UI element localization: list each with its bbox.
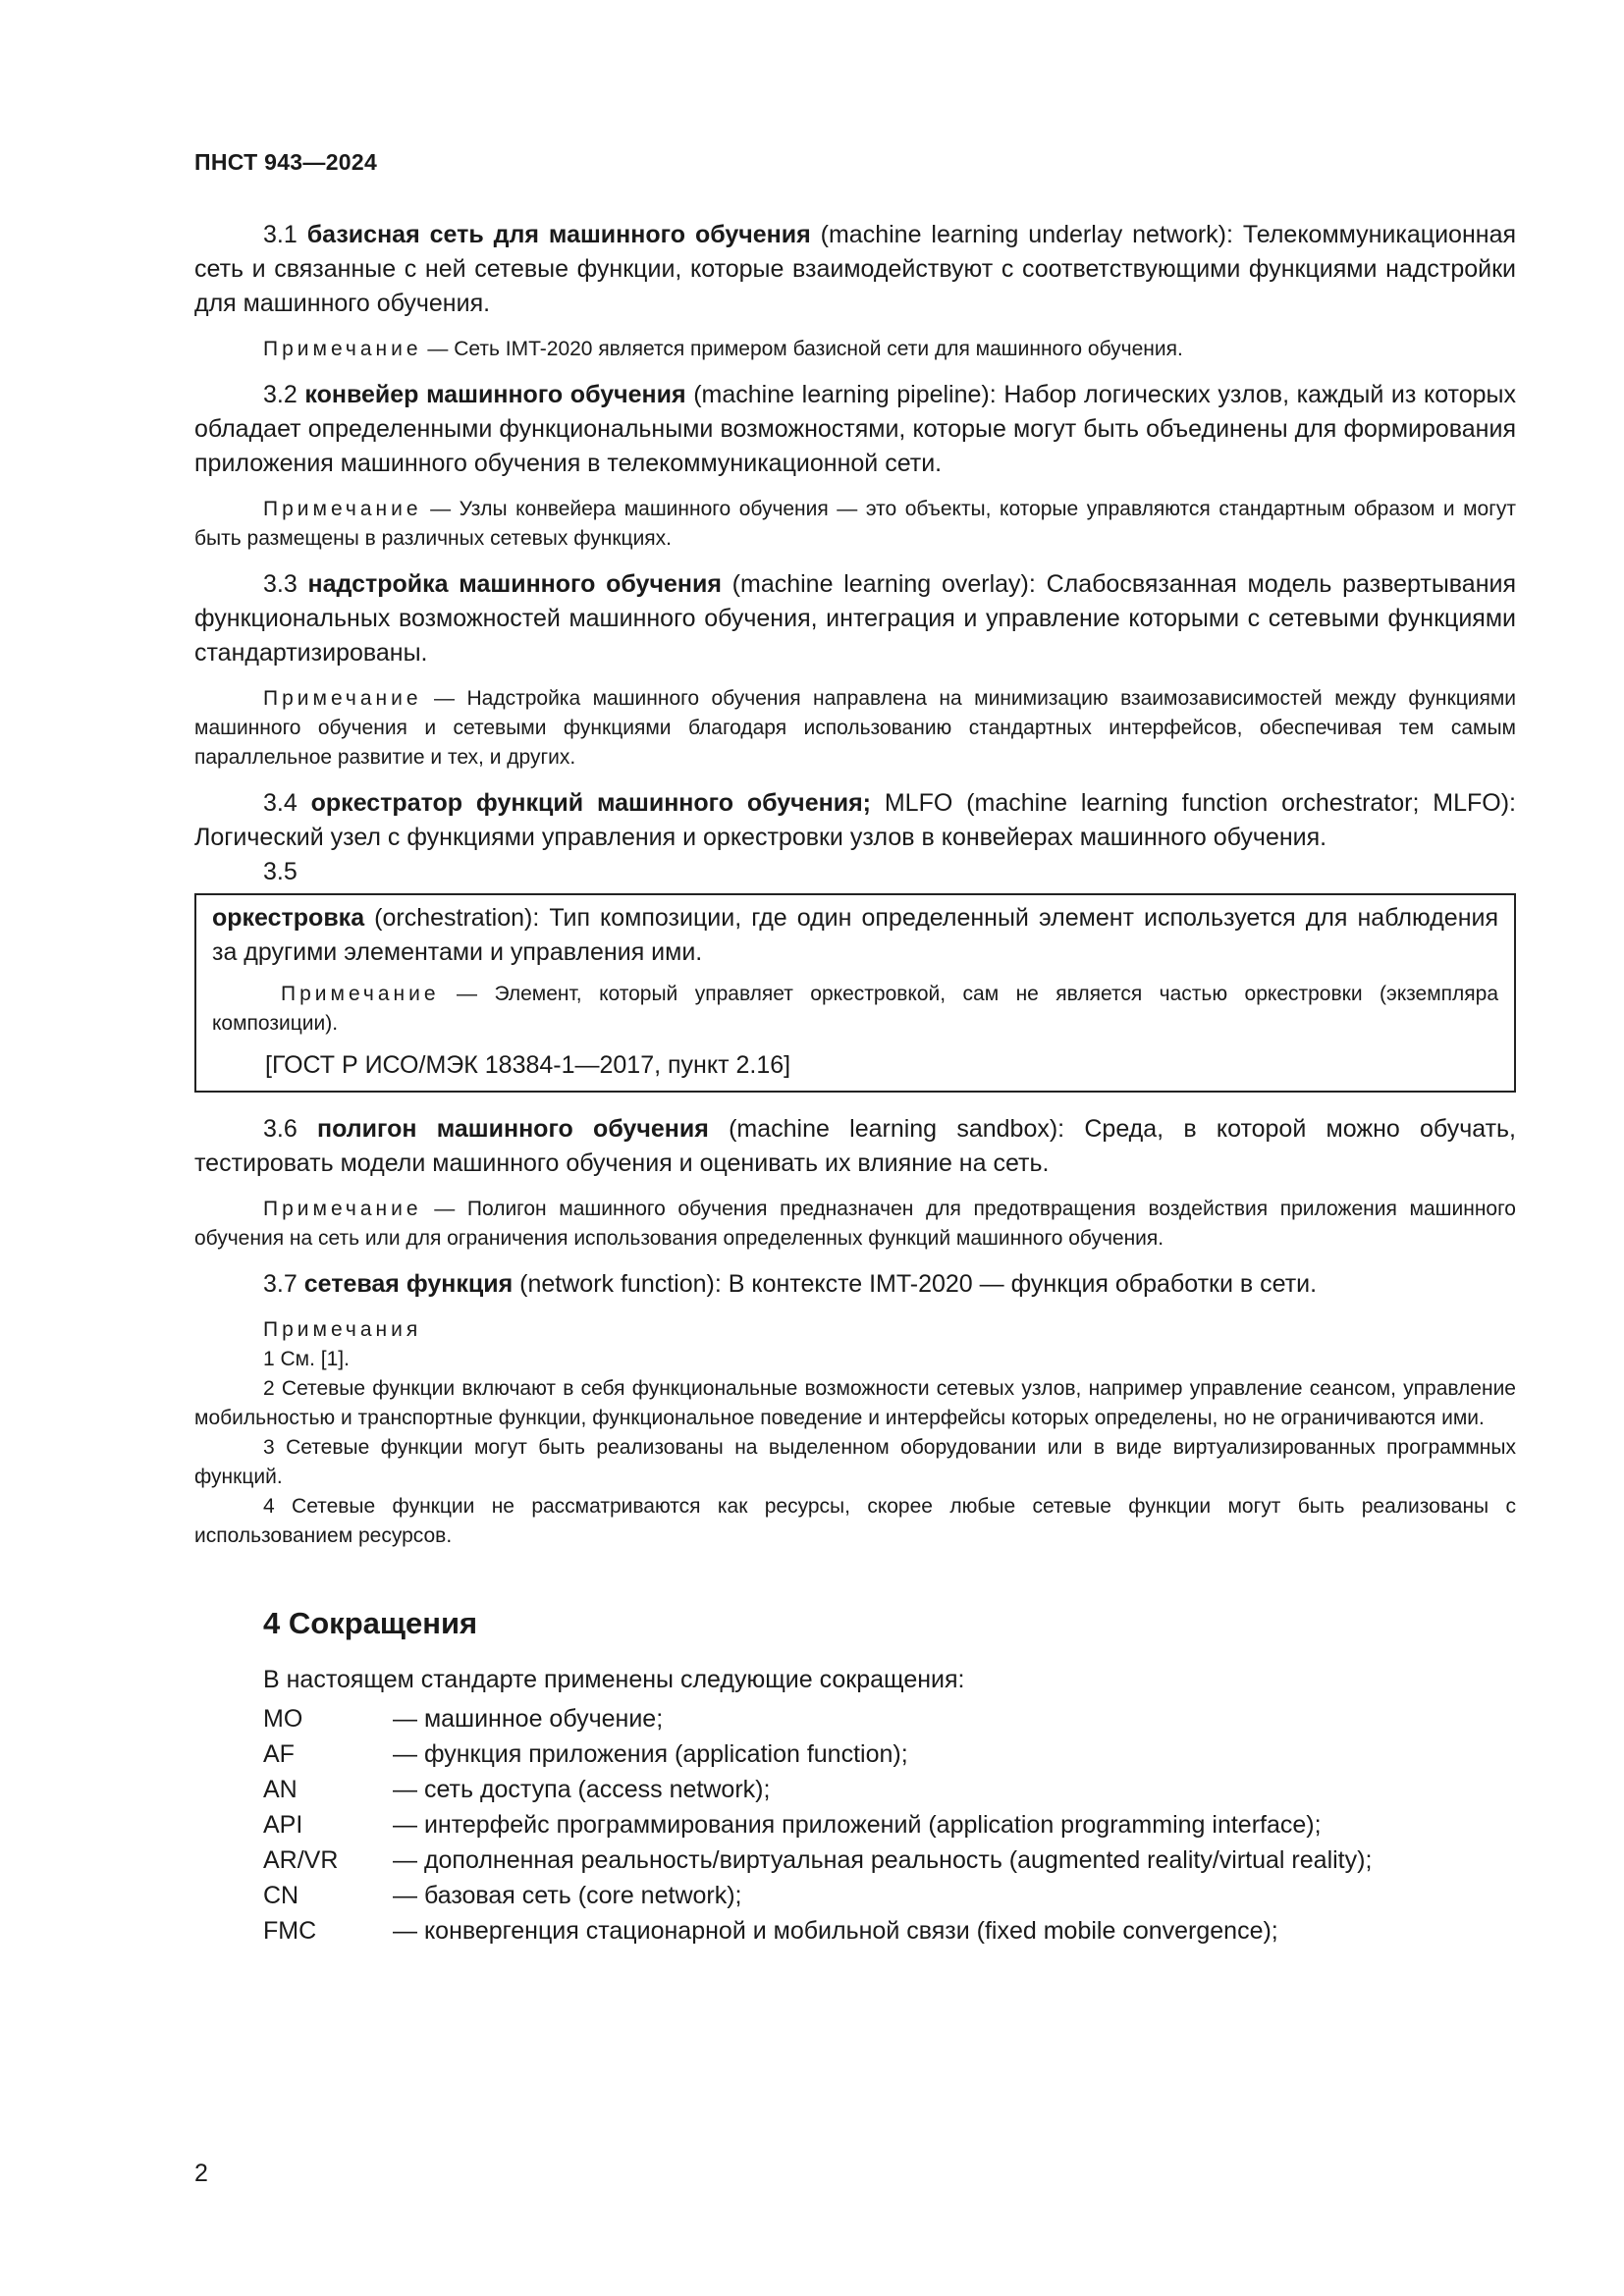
term-number: 3.2: [263, 381, 298, 408]
note-3-2: [194, 495, 1516, 554]
term-3-6: [194, 1112, 1516, 1181]
abbreviation-row: [194, 1878, 1516, 1913]
abbreviation-list: [194, 1701, 1516, 1949]
note-item: 2 Сетевые функции включают в себя функциональные возможности сетевых узлов, например управление сеансом, управление мобильностью и транспортные функции, функциональное поведение и интерфейсы которых определены, но не ограничиваются ими.: [194, 1377, 1516, 1429]
term-definition: MLFO (machine learning function orchestrator; MLFO): Логический узел с функциями управления и оркестровки узлов в конвейерах машинного обучения.: [194, 789, 1516, 851]
document-header: ПНСТ 943—2024: [194, 149, 378, 175]
note-label: Примечание: [263, 338, 422, 360]
abbreviation-row: [194, 1701, 1516, 1736]
term-source-reference: [ГОСТ Р ИСО/МЭК 18384-1—2017, пункт 2.16]: [265, 1051, 791, 1079]
note-text: — Сеть IMT-2020 является примером базисной сети для машинного обучения.: [421, 338, 1183, 360]
note-text: — Надстройка машинного обучения направлена на минимизацию взаимозависимостей между функциями машинного обучения и сетевыми функциями благодаря использованию стандартных интерфейсов, обеспечивая тем самым параллельное развитие и тех, и других.: [194, 687, 1516, 769]
abbreviation-code: AF: [263, 1740, 295, 1768]
note-text: — Узлы конвейера машинного обучения — это объекты, которые управляются стандартным образом и могут быть размещены в различных сетевых функциях.: [194, 498, 1516, 550]
term-3-5-number: 3.5: [263, 858, 298, 885]
term-name: оркестровка: [212, 904, 365, 932]
abbreviation-code: CN: [263, 1882, 299, 1909]
term-number: 3.7: [263, 1270, 298, 1298]
term-definition: (machine learning underlay network): Телекоммуникационная сеть и связанные с ней сетевые функции, которые взаимодействуют с соответствующими функциями надстройки для машинного обучения.: [194, 221, 1517, 317]
term-3-1: [194, 218, 1516, 321]
page-number: 2: [194, 2160, 208, 2187]
term-3-2: [194, 378, 1516, 481]
note-text: — Полигон машинного обучения предназначен для предотвращения воздействия приложения машинного обучения на сеть или для ограничения использования определенных функций машинного обучения.: [194, 1198, 1516, 1250]
abbreviation-row: [194, 1807, 1516, 1842]
notes-title: Примечания: [263, 1318, 422, 1341]
term-name: полигон машинного обучения: [317, 1115, 709, 1143]
term-3-5: [212, 901, 1498, 970]
note-item: 3 Сетевые функции могут быть реализованы на выделенном оборудовании или в виде виртуализированных программных функций.: [194, 1436, 1516, 1488]
abbreviation-definition: — машинное обучение;: [393, 1705, 664, 1733]
term-name: оркестратор функций машинного обучения;: [310, 789, 871, 817]
term-name: сетевая функция: [303, 1270, 514, 1298]
abbreviation-definition: — интерфейс программирования приложений (application programming interface);: [393, 1811, 1322, 1839]
term-definition: (network function): В контексте IMT-2020 — функция обработки в сети.: [513, 1270, 1318, 1298]
term-name: базисная сеть для машинного обучения: [306, 221, 811, 248]
term-definition: (orchestration): Тип композиции, где один определенный элемент используется для наблюдения за другими элементами и управления ими.: [212, 904, 1498, 966]
note-3-5: [212, 980, 1498, 1039]
term-3-7: [194, 1267, 1516, 1302]
note-item: 4 Сетевые функции не рассматриваются как ресурсы, скорее любые сетевые функции могут быть реализованы с использованием ресурсов.: [194, 1495, 1516, 1547]
note-label: Примечание: [263, 687, 422, 710]
term-number: 3.6: [263, 1115, 298, 1143]
note-label: Примечание: [281, 983, 440, 1005]
term-3-3: [194, 567, 1516, 670]
note-label: Примечание: [263, 1198, 422, 1220]
notes-3-7: [194, 1315, 1516, 1551]
note-3-1: [194, 335, 1516, 364]
abbreviation-row: [194, 1842, 1516, 1878]
note-3-3: [194, 684, 1516, 773]
abbreviation-row: [194, 1913, 1516, 1949]
abbreviation-definition: — базовая сеть (core network);: [393, 1882, 742, 1909]
term-3-4: [194, 786, 1516, 855]
note-item: 1 См. [1].: [263, 1348, 350, 1370]
abbreviation-code: MO: [263, 1705, 303, 1733]
abbreviation-row: [194, 1736, 1516, 1772]
term-definition: (machine learning pipeline): Набор логических узлов, каждый из которых обладает определенными функциональными возможностями, которые могут быть объединены для формирования приложения машинного обучения в телекоммуникационной сети.: [194, 381, 1517, 477]
abbreviation-code: AR/VR: [263, 1846, 339, 1874]
term-name: конвейер машинного обучения: [304, 381, 686, 408]
term-number: 3.1: [263, 221, 298, 248]
section-title: 4 Сокращения: [263, 1606, 478, 1640]
abbreviation-definition: — дополненная реальность/виртуальная реальность (augmented reality/virtual reality);: [393, 1846, 1373, 1874]
term-definition: (machine learning sandbox): Среда, в которой можно обучать, тестировать модели машинного обучения и оценивать их влияние на сеть.: [194, 1115, 1516, 1177]
note-label: Примечание: [263, 498, 422, 520]
abbreviation-code: AN: [263, 1776, 298, 1803]
abbreviation-code: API: [263, 1811, 303, 1839]
note-3-6: [194, 1195, 1516, 1254]
term-definition: (machine learning overlay): Слабосвязанная модель развертывания функциональных возможностей машинного обучения, интеграция и управление которыми с сетевыми функциями стандартизированы.: [194, 570, 1516, 667]
term-number: 3.4: [263, 789, 298, 817]
term-name: надстройка машинного обучения: [307, 570, 722, 598]
abbreviation-definition: — функция приложения (application function);: [393, 1740, 908, 1768]
abbreviation-row: [194, 1772, 1516, 1807]
abbreviation-definition: — сеть доступа (access network);: [393, 1776, 771, 1803]
section-intro: В настоящем стандарте применены следующие сокращения:: [263, 1666, 965, 1693]
term-number: 3.3: [263, 570, 298, 598]
main-content: [194, 218, 1516, 1949]
term-3-5-box: [194, 893, 1516, 1093]
note-text: — Элемент, который управляет оркестровкой, сам не является частью оркестровки (экземпляра композиции).: [212, 983, 1498, 1035]
abbreviation-definition: — конвергенция стационарной и мобильной связи (fixed mobile convergence);: [393, 1917, 1278, 1945]
abbreviation-code: FMC: [263, 1917, 317, 1945]
